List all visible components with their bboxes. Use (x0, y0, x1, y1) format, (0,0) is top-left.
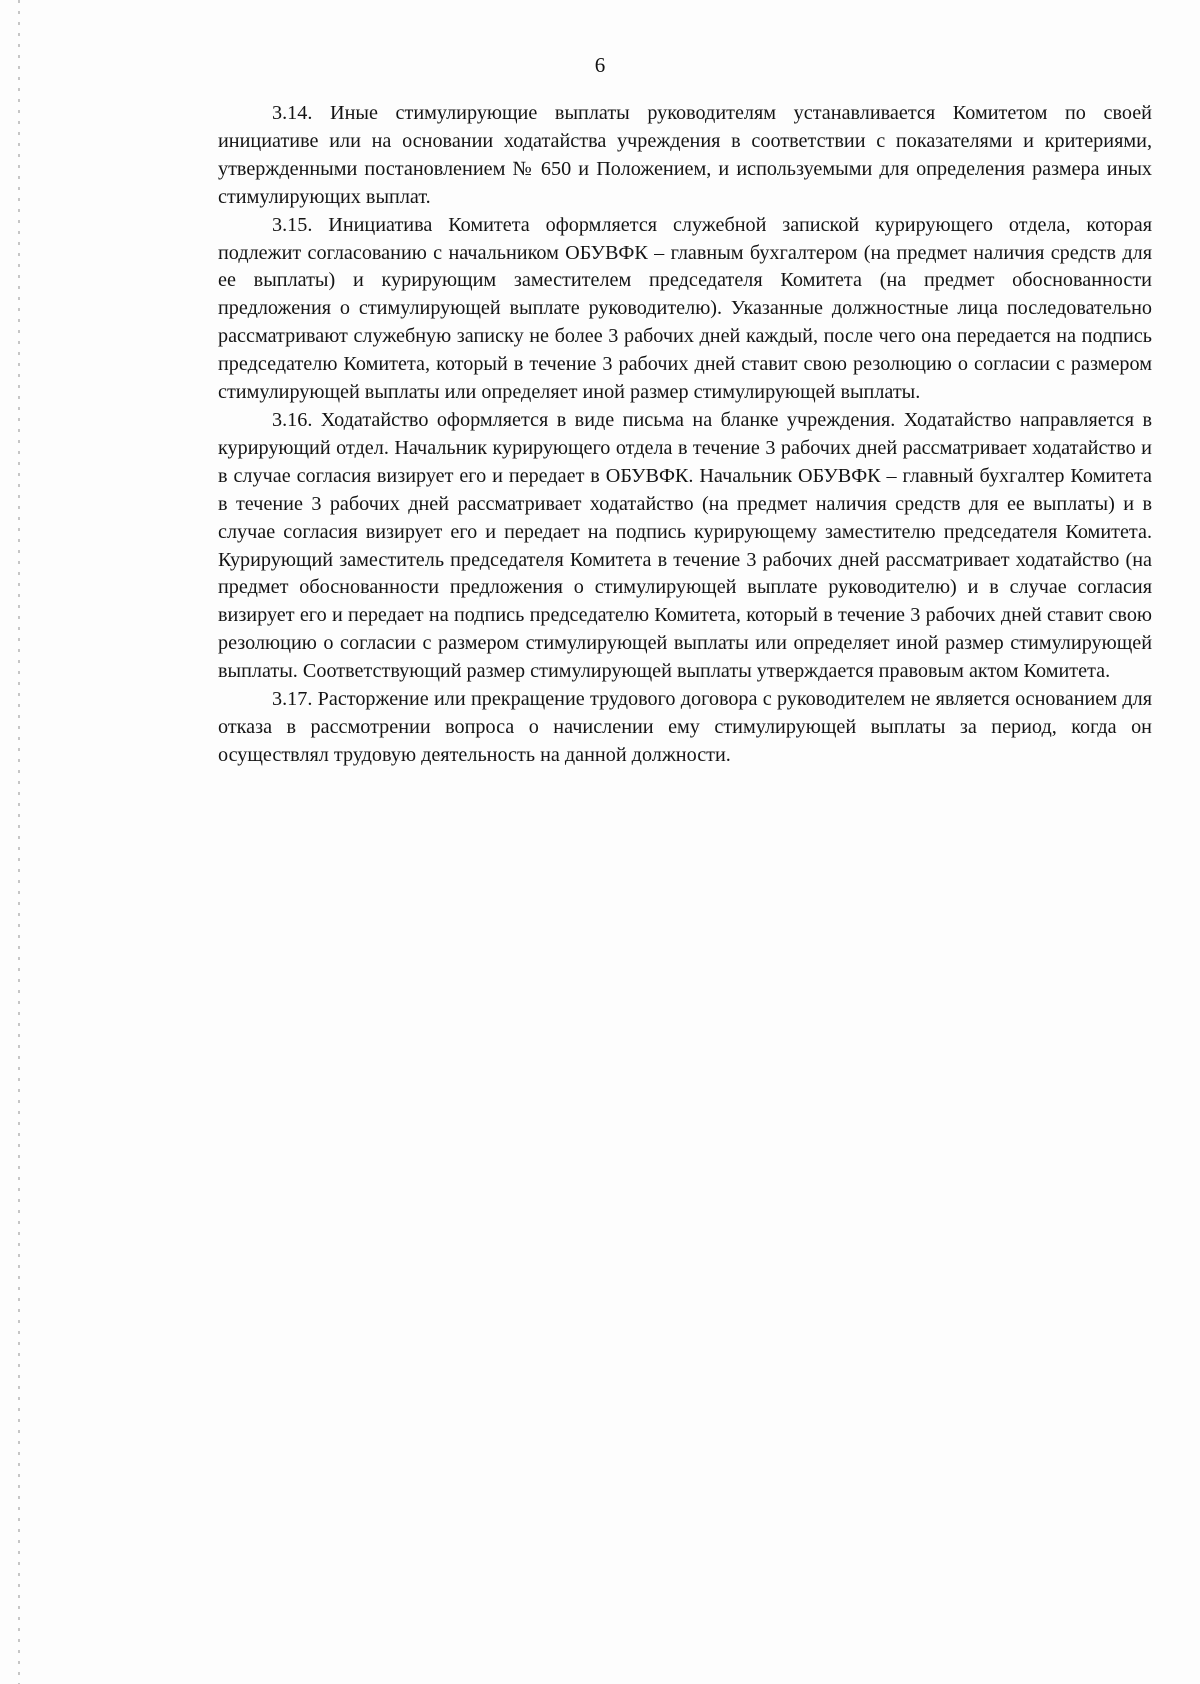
paragraph-3-14: 3.14. Иные стимулирующие выплаты руководителям устанавливается Комитетом по своей инициативе или на основании ходатайства учреждения в соответствии с показателями и критериями, утвержденными постановлением № 650 и Положением, и используемыми для определения размера иных стимулирующих выплат. (218, 102, 1152, 208)
paragraph-3-16: 3.16. Ходатайство оформляется в виде письма на бланке учреждения. Ходатайство направляется в курирующий отдел. Начальник курирующего отдела в течение 3 рабочих дней рассматривает ходатайство и в случае согласия визирует его и передает в ОБУВФК. Начальник ОБУВФК – главный бухгалтер Комитета в течение 3 рабочих дней рассматривает ходатайство (на предмет наличия средств для ее выплаты) и в случае согласия визирует его и передает на подпись курирующему заместителю председателя Комитета. Курирующий заместитель председателя Комитета в течение 3 рабочих дней рассматривает ходатайство (на предмет обоснованности предложения о стимулирующей выплате руководителю) и в случае согласия визирует его и передает на подпись председателю Комитета, который в течение 3 рабочих дней ставит свою резолюцию о согласии с размером стимулирующей выплаты или определяет иной размер стимулирующей выплаты. Соответствующий размер стимулирующей выплаты утверждается правовым актом Комитета. (218, 408, 1152, 683)
page-number: 6 (594, 53, 606, 77)
document-body (218, 100, 1152, 770)
paragraph-3-15: 3.15. Инициатива Комитета оформляется служебной запиской курирующего отдела, которая подлежит согласованию с начальником ОБУВФК – главным бухгалтером (на предмет наличия средств для ее выплаты) и курирующим заместителем председателя Комитета (на предмет обоснованности предложения о стимулирующей выплате руководителю). Указанные должностные лица последовательно рассматривают служебную записку не более 3 рабочих дней каждый, после чего она передается на подпись председателю Комитета, который в течение 3 рабочих дней ставит свою резолюцию о согласии с размером стимулирующей выплаты или определяет иной размер стимулирующей выплаты. (218, 213, 1152, 404)
paragraph-3-17: 3.17. Расторжение или прекращение трудового договора с руководителем не является основанием для отказа в рассмотрении вопроса о начислении ему стимулирующей выплаты за период, когда он осуществлял трудовую деятельность на данной должности. (218, 688, 1152, 766)
scan-edge-mark (18, 0, 20, 1684)
